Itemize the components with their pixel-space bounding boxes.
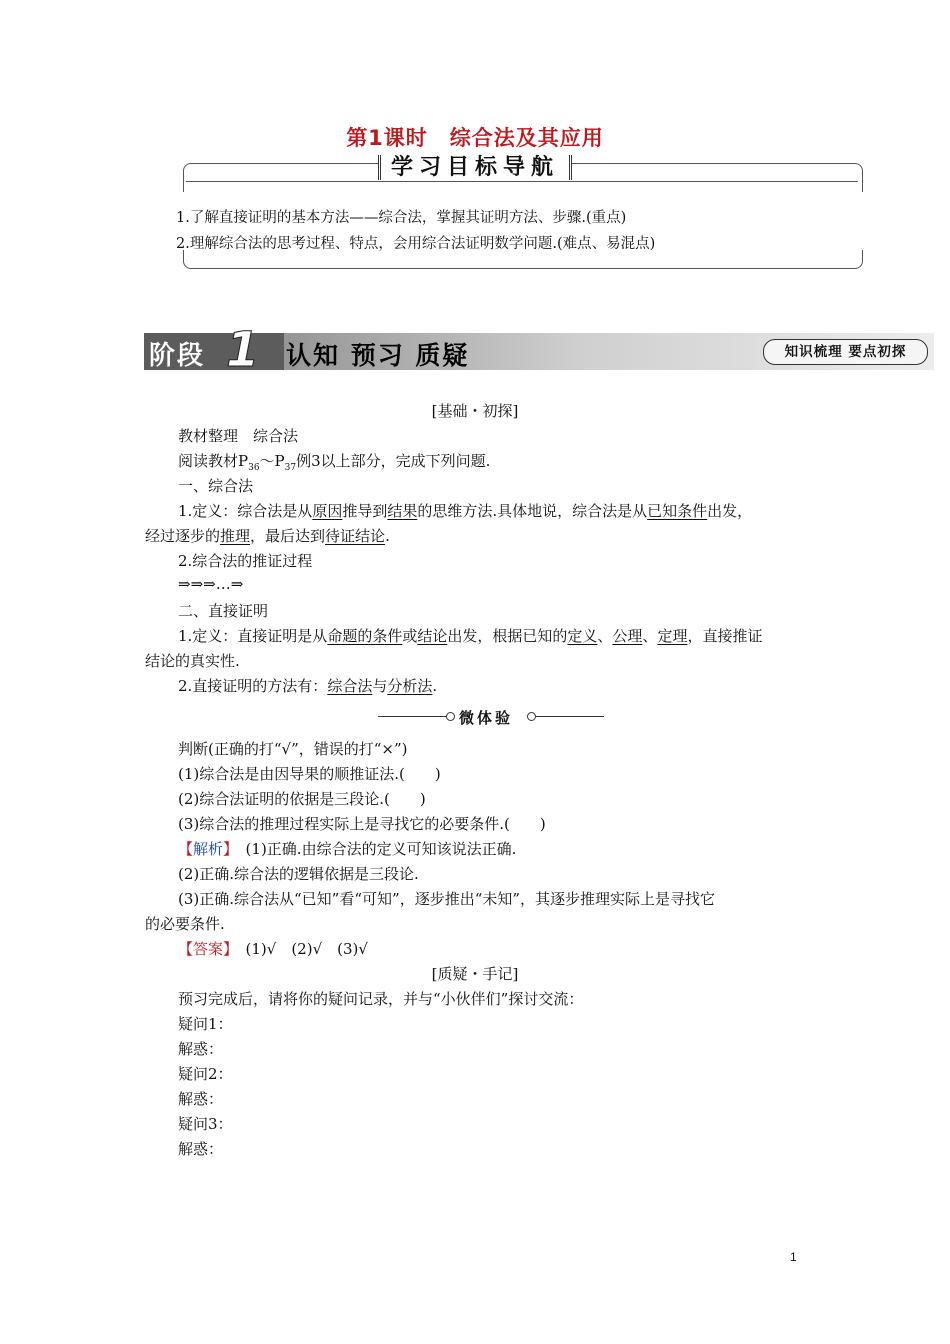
analysis-tag-open: 【 (178, 840, 194, 858)
material-title: 教材整理 综合法 (178, 427, 299, 445)
micro-dot-left (446, 712, 455, 721)
goal-label: 学习目标导航 (0, 150, 950, 181)
resolve-3: 解惑： (178, 1140, 224, 1158)
micro-label: 微体验 (459, 709, 514, 727)
resolve-2: 解惑： (178, 1090, 224, 1108)
notes-heading: [质疑・手记] (431, 965, 519, 983)
analysis-line-4: 的必要条件. (145, 915, 225, 933)
question-1: (1)综合法是由因导果的顺推证法.( ) (178, 765, 441, 783)
goal-frame-bottom (183, 250, 863, 269)
analysis-line-2: (2)正确.综合法的逻辑依据是三段论. (178, 865, 419, 883)
doubt-1: 疑问1： (178, 1015, 233, 1033)
stage-number: 1 (226, 322, 260, 378)
doubt-2: 疑问2： (178, 1065, 233, 1083)
section-1-title: 一、综合法 (178, 477, 254, 495)
process-title: 2.综合法的推证过程 (178, 552, 313, 570)
stage-word: 阶段 (149, 341, 206, 371)
goal-frame-rule (186, 181, 858, 182)
definition-2-line-1: 1.定义：直接证明是从命题的条件或结论出发，根据已知的定义、公理、定理，直接推证 (178, 627, 763, 645)
definition-2-line-2: 结论的真实性. (145, 652, 240, 670)
doubt-3: 疑问3： (178, 1115, 233, 1133)
question-2: (2)综合法证明的依据是三段论.( ) (178, 790, 426, 808)
definition-1-line-1: 1.定义：综合法是从原因推导到结果的思维方法.具体地说，综合法是从已知条件出发， (178, 502, 753, 520)
methods-line: 2.直接证明的方法有：综合法与分析法. (178, 677, 438, 695)
answer-line: 【答案】 (1)√ (2)√ (3)√ (178, 940, 368, 958)
micro-dot-right (527, 712, 536, 721)
micro-rule-left (378, 716, 448, 717)
question-3: (3)综合法的推理过程实际上是寻找它的必要条件.( ) (178, 815, 546, 833)
analysis-line-3: (3)正确.综合法从“已知”看“可知”，逐步推出“未知”，其逐步推理实际上是寻找它 (178, 890, 716, 908)
analysis-line-1: 【解析】 (1)正确.由综合法的定义可知该说法正确. (178, 840, 517, 858)
goal-item-1: 1.了解直接证明的基本方法——综合法，掌握其证明方法、步骤.(重点) (176, 210, 627, 226)
micro-rule-right (536, 716, 604, 717)
answer-tag: 【答案】 (178, 940, 231, 958)
definition-1-line-2: 经过逐步的推理，最后达到待证结论. (145, 527, 390, 545)
analysis-tag-close: 】 (223, 840, 231, 858)
judge-instruction: 判断(正确的打“√”，错误的打“×”) (178, 740, 408, 758)
section-2-title: 二、直接证明 (178, 602, 269, 620)
analysis-tag: 解析 (193, 840, 224, 858)
goal-item-2: 2.理解综合法的思考过程、特点，会用综合法证明数学问题.(难点、易混点) (176, 236, 656, 252)
process-arrows: ⇒⇒⇒…⇒ (178, 575, 244, 593)
notes-intro: 预习完成后，请将你的疑问记录，并与“小伙伴们”探讨交流： (178, 990, 584, 1008)
page-number: 1 (790, 1250, 797, 1264)
resolve-1: 解惑： (178, 1040, 224, 1058)
stage-tag: 知识梳理 要点初探 (763, 339, 928, 365)
lesson-title: 第1课时 综合法及其应用 (346, 126, 604, 150)
reading-line: 阅读教材$P_{36}\sim P_{37}$例3以上部分，完成下列问题. (178, 452, 491, 473)
basics-heading: [基础・初探] (431, 402, 519, 420)
stage-title: 认知 预习 质疑 (286, 341, 470, 370)
